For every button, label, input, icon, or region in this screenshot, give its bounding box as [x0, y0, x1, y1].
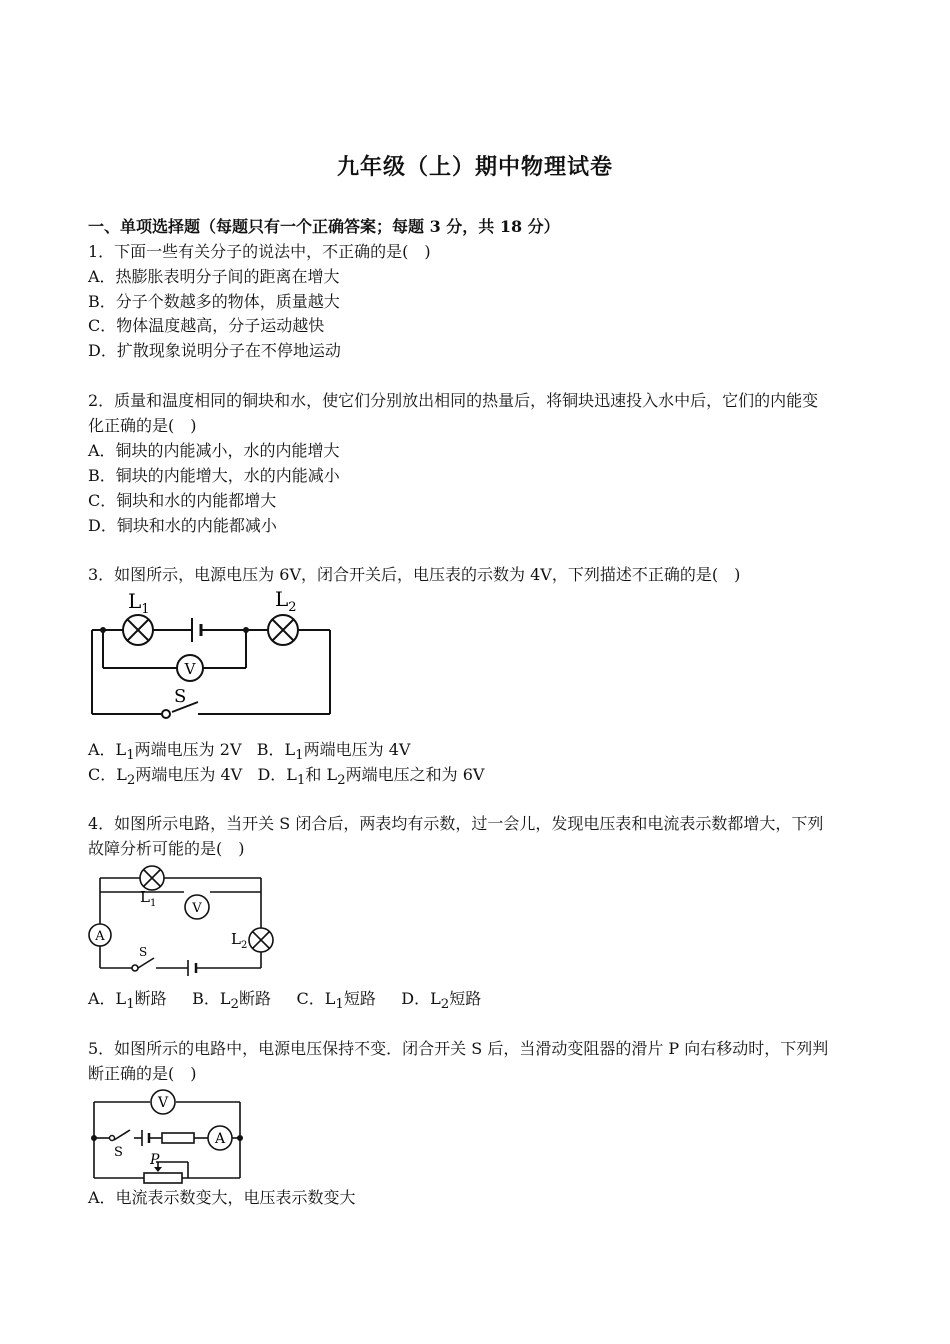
q2-option-a: A．铜块的内能减小，水的内能增大: [88, 441, 340, 460]
ammeter-label: A: [95, 929, 105, 944]
q1-stem: 1．下面一些有关分子的说法中，不正确的是( ): [88, 242, 431, 261]
q3-option-b: B．$L_1$两端电压为 4V: [256, 740, 411, 764]
q2-stem-line2: 化正确的是( ): [88, 416, 197, 435]
slider-label: P: [150, 1152, 160, 1168]
rheostat-icon: [144, 1173, 182, 1183]
q5-option-a: A．电流表示数变大，电压表示数变大: [88, 1188, 356, 1207]
lamp-l2-icon: [249, 928, 273, 952]
q1-option-a: A．热膨胀表明分子间的距离在增大: [88, 267, 340, 286]
switch-contact: [132, 965, 138, 971]
lamp-l2-label: $L_2$: [231, 930, 248, 951]
lamp-l1-label: $L_1$: [140, 888, 157, 909]
q1-option-b: B．分子个数越多的物体，质量越大: [88, 292, 340, 311]
q4-option-b: B．$L_2$断路: [192, 989, 272, 1013]
q3-option-a: A．$L_1$两端电压为 2V: [88, 740, 242, 764]
junction-dot: [243, 627, 249, 633]
lamp-l2-icon: [268, 615, 298, 645]
lamp-l2-label: $L_2$: [275, 588, 297, 615]
q5-stem-line2: 断正确的是( ): [88, 1064, 197, 1083]
q4-option-d: D．$L_2$短路: [401, 989, 482, 1013]
switch-contact: [162, 710, 170, 718]
q3-option-d: D．$L_1$和 $L_2$两端电压之和为 6V: [257, 765, 485, 789]
switch-label: S: [174, 686, 187, 707]
switch-label: S: [139, 945, 148, 959]
q3-options-row2: [88, 763, 484, 793]
q4-option-a: A．$L_1$断路: [88, 989, 167, 1013]
q2-option-b: B．铜块的内能增大，水的内能减小: [88, 466, 340, 485]
q3-circuit-diagram: [88, 588, 338, 720]
q3-stem: 3．如图所示，电源电压为 6V，闭合开关后，电压表的示数为 4V，下列描述不正确的是( ): [88, 565, 741, 584]
q4-stem-line2: 故障分析可能的是( ): [88, 839, 245, 858]
q3-option-c: C．$L_2$两端电压为 4V: [88, 765, 243, 789]
ammeter-label: A: [214, 1131, 226, 1147]
q1-option-d: D．扩散现象说明分子在不停地运动: [88, 341, 341, 360]
voltmeter-label: V: [192, 901, 202, 916]
switch-contact: [110, 1136, 115, 1141]
junction-dot: [100, 627, 106, 633]
q4-options-row: [88, 987, 481, 1017]
q5-circuit-diagram: [88, 1086, 253, 1186]
q4-circuit-diagram: [88, 862, 288, 978]
junction-dot: [91, 1135, 97, 1141]
q2-option-c: C．铜块和水的内能都增大: [88, 491, 277, 510]
voltmeter-label: V: [184, 660, 196, 678]
resistor-icon: [162, 1133, 194, 1143]
q2-option-d: D．铜块和水的内能都减小: [88, 516, 277, 535]
q5-stem-line1: 5．如图所示的电路中，电源电压保持不变．闭合开关 S 后，当滑动变阻器的滑片 P 向右移动时，下列判: [88, 1039, 829, 1058]
lamp-l1-label: $L_1$: [128, 589, 150, 617]
q2-stem-line1: 2．质量和温度相同的铜块和水，使它们分别放出相同的热量后，将铜块迅速投入水中后，它们的内能变: [88, 391, 819, 410]
lamp-l1-icon: [140, 866, 164, 890]
section-heading: 一、单项选择题（每题只有一个正确答案；每题 3 分，共 18 分）: [88, 217, 560, 236]
voltmeter-label: V: [157, 1095, 169, 1111]
page-title: 九年级（上）期中物理试卷: [336, 155, 613, 180]
q1-option-c: C．物体温度越高，分子运动越快: [88, 316, 325, 335]
junction-dot: [237, 1135, 243, 1141]
q4-option-c: C．$L_1$短路: [296, 989, 376, 1013]
lamp-l1-icon: [123, 615, 153, 645]
switch-label: S: [114, 1145, 123, 1160]
q4-stem-line1: 4．如图所示电路，当开关 S 闭合后，两表均有示数，过一会儿，发现电压表和电流表示数都增大，下列: [88, 814, 824, 833]
